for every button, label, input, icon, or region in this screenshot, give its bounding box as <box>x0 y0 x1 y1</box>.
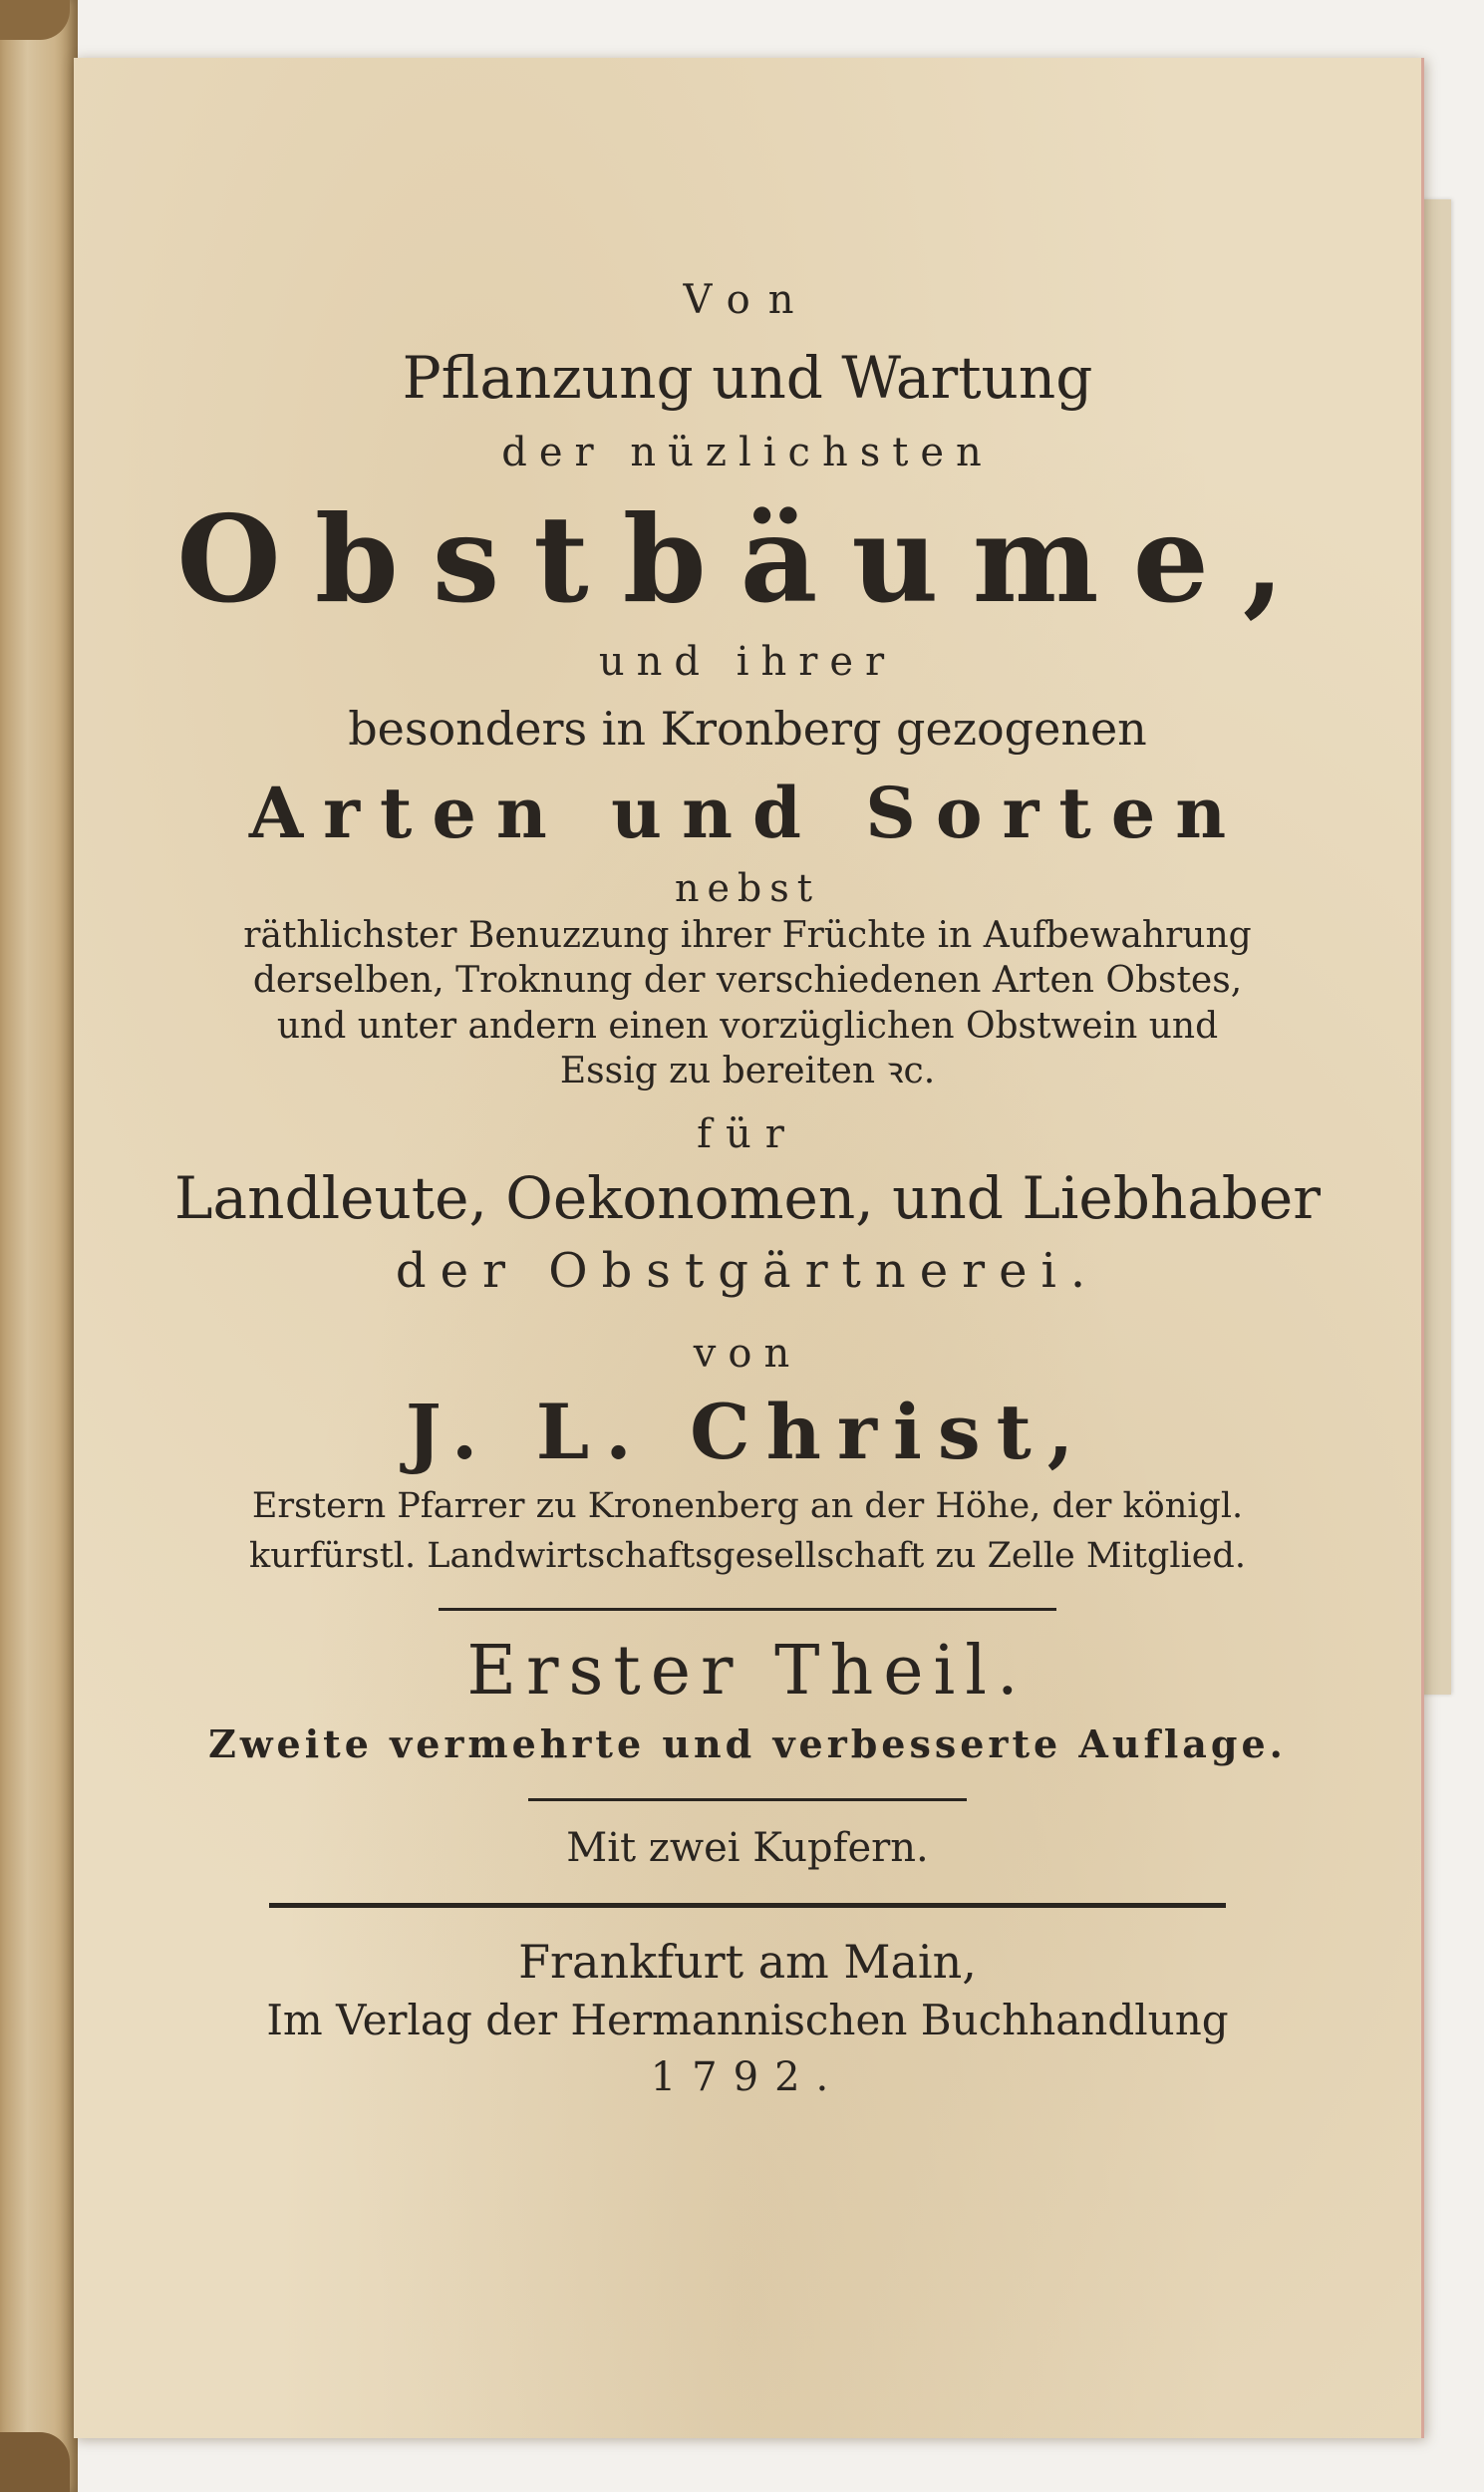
publisher-line: Im Verlag der Hermannischen Buchhandlung <box>266 1995 1229 2044</box>
heading-von-author: von <box>693 1331 802 1378</box>
part-heading: Erster Theil. <box>466 1632 1029 1712</box>
title-page-text <box>74 207 1421 2100</box>
heading-fuer: für <box>697 1111 798 1158</box>
heading-arten-und-sorten: Arten und Sorten <box>248 771 1247 854</box>
heading-und-ihrer: und ihrer <box>598 638 897 685</box>
body-line-3: und unter andern einen vorzüglichen Obstwein und <box>276 1005 1219 1047</box>
heading-obstgaertnerei: der Obstgärtnerei. <box>395 1243 1100 1300</box>
body-line-4: Essig zu bereiten ꝛc. <box>559 1050 936 1091</box>
divider-rule-1 <box>439 1608 1056 1611</box>
year-line: 1792. <box>650 2054 845 2101</box>
author-desc-line-1: Erstern Pfarrer zu Kronenberg an der Höhe, der königl. <box>251 1485 1244 1526</box>
heading-von: Von <box>683 277 812 323</box>
heading-nebst: nebst <box>674 866 821 911</box>
heading-pflanzung: Pflanzung und Wartung <box>402 344 1093 412</box>
divider-rule-2 <box>528 1798 967 1801</box>
author-desc-line-2: kurfürstl. Landwirtschaftsgesellschaft zu Zelle Mitglied. <box>249 1535 1246 1576</box>
author-name: J. L. Christ, <box>405 1388 1090 1477</box>
heading-besonders: besonders in Kronberg gezogenen <box>348 701 1147 756</box>
divider-rule-3 <box>269 1903 1226 1908</box>
plates-line: Mit zwei Kupfern. <box>566 1824 929 1871</box>
heading-der-nuezlichsten: der nüzlichsten <box>501 429 994 475</box>
book-spine <box>0 0 78 2492</box>
heading-landleute: Landleute, Oekonomen, und Liebhaber <box>174 1164 1321 1233</box>
title-page <box>74 58 1424 2438</box>
place-line: Frankfurt am Main, <box>518 1934 977 1989</box>
edition-line: Zweite vermehrte und verbesserte Auflage. <box>208 1721 1287 1767</box>
body-line-2: derselben, Troknung der verschiedenen Arten Obstes, <box>252 960 1243 1002</box>
body-line-1: räthlichster Benuzzung ihrer Früchte in Aufbewahrung <box>243 914 1252 956</box>
binding-corner-bottom <box>0 2432 70 2492</box>
main-title-obstbaeume: Obstbäume, <box>176 488 1319 630</box>
